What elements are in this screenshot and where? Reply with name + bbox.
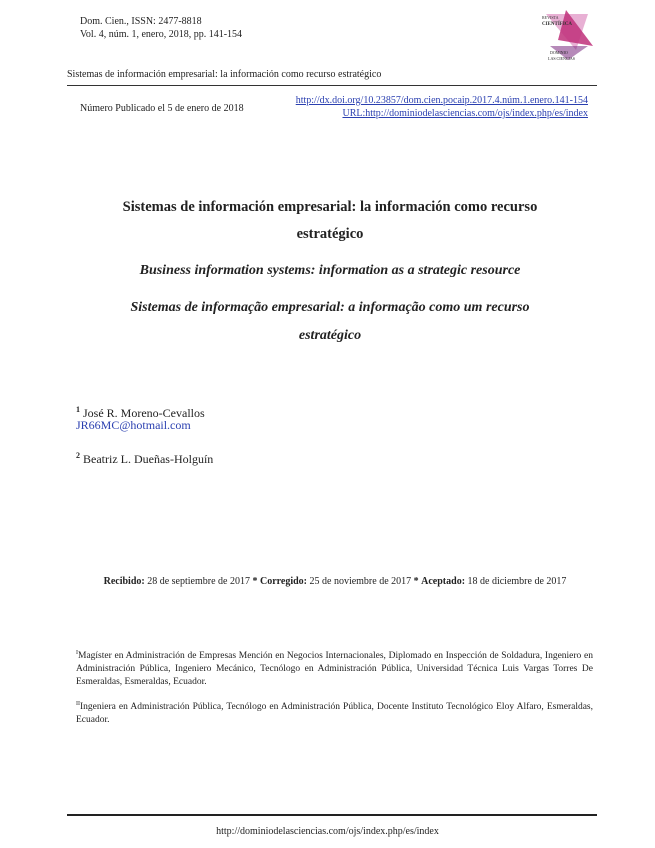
url-link[interactable]: URL:http://dominiodelasciencias.com/ojs/index.php/es/index xyxy=(342,108,588,119)
logo-text-dom: DOMINIO xyxy=(550,50,568,55)
author-2-name: Beatriz L. Dueñas-Holguín xyxy=(83,452,214,466)
logo-text-top: REVISTA xyxy=(542,15,559,20)
corrected-date: 25 de noviembre de 2017 xyxy=(309,576,412,587)
logo-text-bottom: LAS CIENCIAS xyxy=(548,56,576,61)
footnote-2 xyxy=(76,698,593,727)
publication-date: Número Publicado el 5 de enero de 2018 xyxy=(80,103,244,114)
footer-url: http://dominiodelasciencias.com/ojs/index.php/es/index xyxy=(216,826,439,837)
title-portuguese: Sistemas de informação empresarial: a informação como um recurso estratégico xyxy=(130,300,530,343)
footnote-1-mark: I xyxy=(76,650,78,656)
author-2-mark: 2 xyxy=(76,451,80,460)
separator-2: * xyxy=(413,576,419,587)
footer-rule xyxy=(67,814,597,816)
title-english: Business information systems: information as a strategic resource xyxy=(139,263,521,278)
accepted-label: Aceptado: xyxy=(421,576,466,587)
footnote-1 xyxy=(76,647,593,689)
received-label: Recibido: xyxy=(103,576,145,587)
author-1-email[interactable]: JR66MC@hotmail.com xyxy=(76,418,191,432)
separator-1: * xyxy=(252,576,258,587)
author-1-name: José R. Moreno-Cevallos xyxy=(83,406,205,420)
running-title: Sistemas de información empresarial: la información como recurso estratégico xyxy=(67,69,382,80)
accepted-date: 18 de diciembre de 2017 xyxy=(467,576,567,587)
header-rule xyxy=(67,85,597,86)
footnote-2-text: Ingeniera en Administración Pública, Tecnólogo en Administración Pública, Docente Instituto Tecnológico Eloy Alfaro, Esmeraldas, Ecuador. xyxy=(76,702,593,726)
corrected-label: Corregido: xyxy=(259,576,307,587)
author-1-mark: 1 xyxy=(76,405,80,414)
author-2 xyxy=(76,448,213,467)
submission-dates xyxy=(60,576,610,587)
journal-logo xyxy=(538,6,598,64)
volume-line: Vol. 4, núm. 1, enero, 2018, pp. 141-154 xyxy=(80,29,243,40)
doi-link[interactable]: http://dx.doi.org/10.23857/dom.cien.pocaip.2017.4.núm.1.enero.141-154 xyxy=(295,95,588,106)
footnote-2-mark: II xyxy=(76,701,80,707)
journal-line: Dom. Cien., ISSN: 2477-8818 xyxy=(80,16,202,27)
footnote-1-text: Magíster en Administración de Empresas Mención en Negocios Internacionales, Diplomado en Inspección de Soldadura, Ingeniero en Administración Pública, Ingeniero Mecánico, Tecnólogo en Administración Pública, Universidad Técnica Luis Vargas Torres De Esmeraldas, Esmeraldas, Ecuador. xyxy=(76,651,593,688)
received-date: 28 de septiembre de 2017 xyxy=(147,576,250,587)
logo-text-cient: CIENTÍFICA xyxy=(542,22,573,27)
title-spanish: Sistemas de información empresarial: la información como recurso estratégico xyxy=(122,199,538,242)
